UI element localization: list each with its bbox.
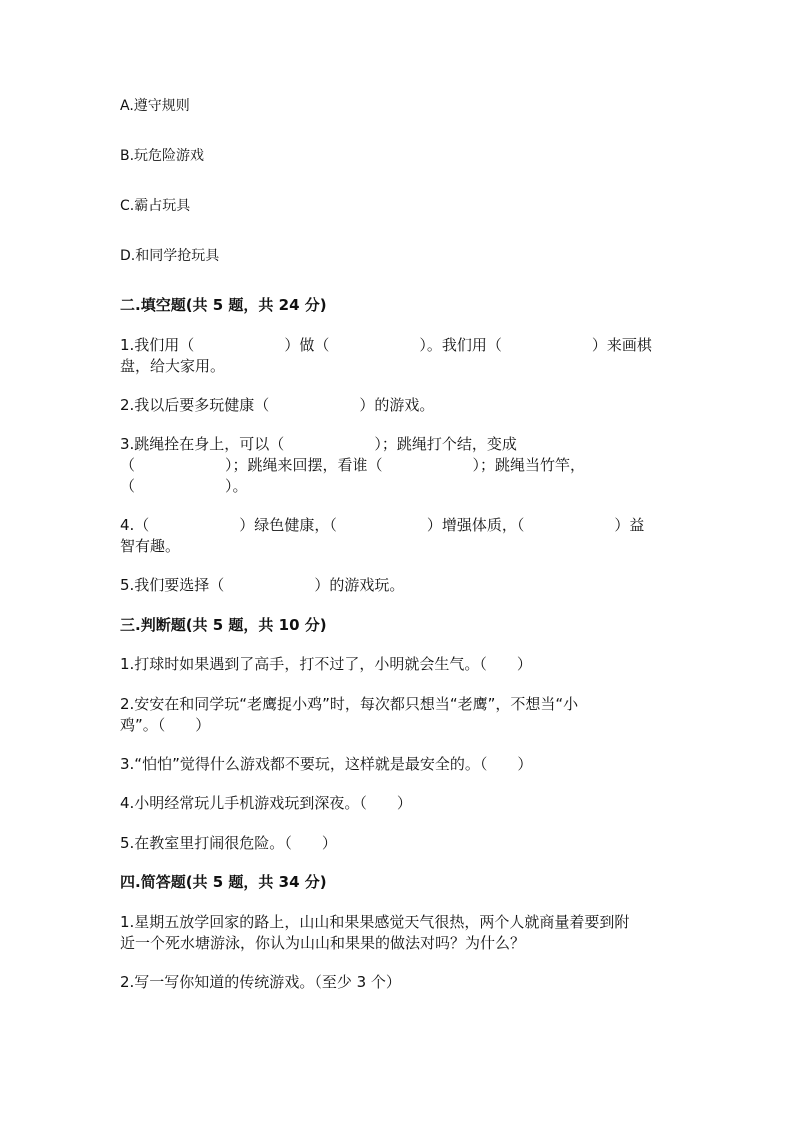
- fill-q4-line1: 4.（ ）绿色健康，（ ）增强体质，（ ）益: [120, 516, 645, 534]
- section-judge-heading: 三.判断题(共 5 题，共 10 分): [120, 616, 327, 634]
- option-c: C.霸占玩具: [120, 198, 191, 214]
- judge-q2-line1: 2.安安在和同学玩“老鹰捉小鸡”时，每次都只想当“老鹰”，不想当“小: [120, 695, 579, 713]
- section-short-answer-heading: 四.简答题(共 5 题，共 34 分): [120, 873, 327, 891]
- fill-q2: 2.我以后要多玩健康（ ）的游戏。: [120, 396, 435, 414]
- judge-q4: 4.小明经常玩儿手机游戏玩到深夜。（ ）: [120, 794, 412, 812]
- short-q1-line1: 1.星期五放学回家的路上，山山和果果感觉天气很热，两个人就商量着要到附: [120, 913, 630, 931]
- judge-q5: 5.在教室里打闹很危险。（ ）: [120, 834, 337, 852]
- option-d: D.和同学抢玩具: [120, 248, 220, 264]
- fill-q3-line1: 3.跳绳拴在身上，可以（ ）；跳绳打个结，变成: [120, 435, 517, 453]
- option-b: B.玩危险游戏: [120, 148, 205, 164]
- judge-q3: 3.“怕怕”觉得什么游戏都不要玩，这样就是最安全的。（ ）: [120, 755, 533, 773]
- short-q2: 2.写一写你知道的传统游戏。（至少 3 个）: [120, 973, 401, 991]
- fill-q3-line2: （ ）；跳绳来回摆，看谁（ ）；跳绳当竹竿，: [120, 456, 586, 474]
- section-fill-blank-heading: 二.填空题(共 5 题，共 24 分): [120, 296, 327, 314]
- judge-q1: 1.打球时如果遇到了高手，打不过了，小明就会生气。（ ）: [120, 655, 532, 673]
- judge-q2-line2: 鸡”。（ ）: [120, 716, 211, 734]
- short-q1-line2: 近一个死水塘游泳，你认为山山和果果的做法对吗？为什么？: [120, 934, 526, 952]
- fill-q1-line2: 盘，给大家用。: [120, 357, 226, 375]
- option-a: A.遵守规则: [120, 98, 190, 114]
- fill-q3-line3: （ ）。: [120, 477, 248, 495]
- fill-q4-line2: 智有趣。: [120, 537, 181, 555]
- fill-q5: 5.我们要选择（ ）的游戏玩。: [120, 576, 405, 594]
- fill-q1-line1: 1.我们用（ ）做（ ）。我们用（ ）来画棋: [120, 336, 652, 354]
